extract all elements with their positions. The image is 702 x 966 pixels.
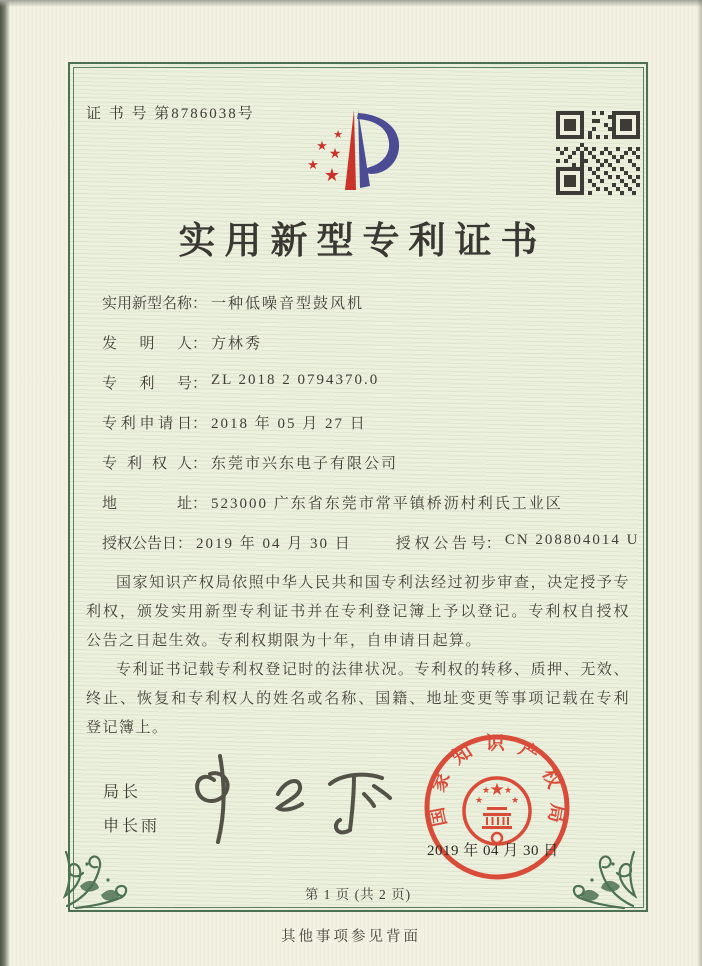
svg-text:★: ★ (474, 795, 484, 805)
field-label: 授权公告日 (102, 536, 178, 552)
certificate-number: 证 书 号 第8786038号 (86, 106, 255, 122)
field-value: 2019 年 04 月 30 日 (196, 536, 352, 552)
page-number: 第 1 页 (共 2 页) (304, 887, 412, 902)
field-row-inventor: 发明人 ： 方林秀 (102, 332, 622, 372)
field-value: 东莞市兴东电子有限公司 (211, 456, 399, 472)
field-value: 一种低噪音型鼓风机 (211, 296, 365, 312)
field-row-utility-model-name: 实用新型名称 ： 一种低噪音型鼓风机 (102, 292, 622, 332)
svg-text:★: ★ (489, 780, 505, 799)
svg-text:★: ★ (333, 129, 343, 141)
back-side-note: 其他事项参见背面 (281, 929, 421, 945)
svg-text:★: ★ (323, 165, 341, 185)
field-row-patent-number: 专利号 ： ZL 2018 2 0794370.0 (102, 372, 380, 392)
legal-text-block (86, 569, 630, 743)
scan-edge-shadow-top (0, 0, 702, 7)
certificate-fields (102, 292, 640, 572)
field-label: 专利号 (102, 376, 192, 392)
svg-text:★: ★ (328, 147, 342, 162)
field-label: 发明人 (102, 336, 192, 352)
certificate-title: 实用新型专利证书 (178, 221, 547, 262)
svg-text:★: ★ (503, 785, 513, 795)
cnipa-patent-logo-icon (294, 100, 412, 207)
field-label: 专利权人 (102, 456, 192, 472)
field-label: 专利申请日 (102, 416, 192, 432)
field-label: 授权公告号 (395, 536, 486, 552)
seal-date: 2019 年 04 月 30 日 (427, 843, 559, 859)
svg-text:★: ★ (316, 138, 328, 153)
field-pair-grant-number: 授权公告号 ： CN 208804014 U (395, 532, 640, 552)
field-value: ZL 2018 2 0794370.0 (211, 372, 380, 388)
legal-paragraph-2: 专利证书记载专利权登记时的法律状况。专利权的转移、质押、无效、终止、恢复和专利权人的姓名或名称、国籍、地址变更等事项记载在专利登记簿上。 (86, 662, 630, 736)
field-row-application-date: 专利申请日 ： 2018 年 05 月 27 日 (102, 412, 622, 452)
svg-text:★: ★ (481, 785, 491, 795)
field-row-address: 地址 ： 523000 广东省东莞市常平镇桥沥村利氏工业区 (102, 492, 622, 532)
svg-text:★: ★ (510, 795, 520, 805)
official-seal (421, 729, 573, 892)
field-row-grant-date-and-number: 授权公告日 ： 2019 年 04 月 30 日 授权公告号 ： CN 208804014 U (102, 532, 640, 552)
field-value: CN 208804014 U (504, 532, 640, 548)
field-label: 实用新型名称 (102, 296, 193, 312)
field-value: 方林秀 (211, 336, 263, 352)
seal-ring-text: 国家知识产权局 (426, 733, 568, 829)
field-row-patentee: 专利权人 ： 东莞市兴东电子有限公司 (102, 452, 622, 492)
svg-text:★: ★ (307, 157, 319, 172)
field-value: 2018 年 05 月 27 日 (211, 416, 367, 432)
scan-edge-shadow-right (697, 0, 702, 966)
qr-code (556, 111, 640, 200)
legal-paragraph-1: 国家知识产权局依照中华人民共和国专利法经过初步审查，决定授予专利权，颁发实用新型专利证书并在专利登记簿上予以登记。专利权自授权公告之日起生效。专利权期限为十年，自申请日起算。 (86, 575, 630, 649)
national-emblem-icon (464, 778, 530, 844)
commissioner-name: 申长雨 (103, 818, 161, 835)
scan-edge-shadow-left (0, 0, 10, 966)
field-value: 523000 广东省东莞市常平镇桥沥村利氏工业区 (211, 496, 563, 512)
commissioner-title: 局长 (103, 784, 142, 801)
handwritten-signature (180, 750, 405, 855)
field-label: 地址 (102, 496, 192, 512)
